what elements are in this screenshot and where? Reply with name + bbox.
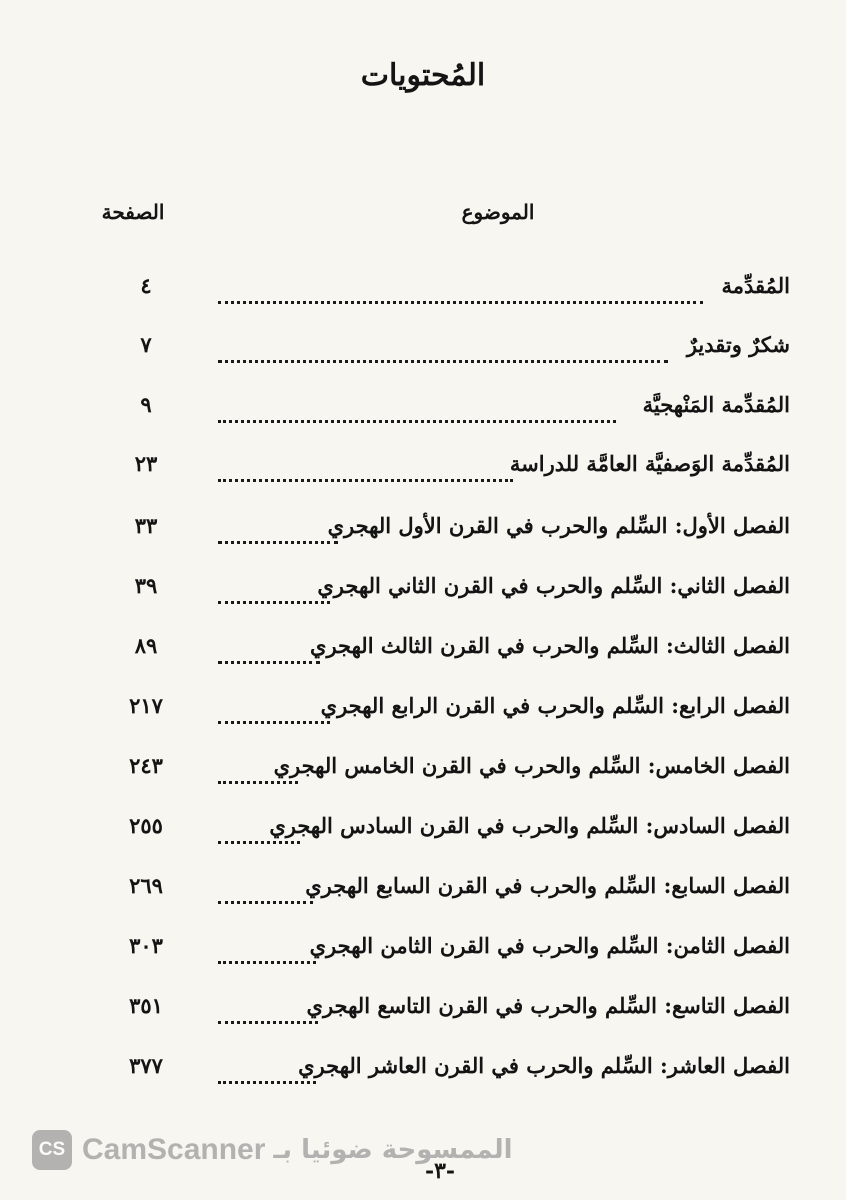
toc-entry-label: الفصل الأول: السِّلم والحرب في القرن الأول الهجري (327, 513, 790, 538)
dot-leader (218, 721, 330, 724)
toc-entry-page: ٣٩ (134, 573, 158, 598)
toc-entry (130, 686, 790, 730)
toc-entry-label: الفصل العاشر: السِّلم والحرب في القرن العاشر الهجري (298, 1053, 790, 1078)
toc-entry (130, 626, 790, 670)
dot-leader (218, 901, 313, 904)
toc-entry-page: ٢٣ (134, 451, 158, 476)
dot-leader (218, 420, 616, 423)
toc-entry-page: ٢٦٩ (129, 873, 163, 898)
toc-entry-label: الفصل السادس: السِّلم والحرب في القرن السادس الهجري (269, 813, 790, 838)
dot-leader (218, 360, 668, 363)
toc-entry-page: ٣٧٧ (129, 1053, 163, 1078)
page-column-header: الصفحة (101, 200, 165, 224)
toc-entry-label: الفصل السابع: السِّلم والحرب في القرن السابع الهجري (305, 873, 790, 898)
toc-entry-page: ٩ (140, 392, 152, 417)
toc-entry (130, 926, 790, 970)
toc-entry-label: الفصل الثاني: السِّلم والحرب في القرن الثاني الهجري (317, 573, 790, 598)
toc-entry-label: الفصل الرابع: السِّلم والحرب في القرن الرابع الهجري (320, 693, 790, 718)
toc-entry (130, 385, 790, 429)
dot-leader (218, 479, 513, 482)
toc-entry-label: الفصل التاسع: السِّلم والحرب في القرن التاسع الهجري (306, 993, 790, 1018)
toc-entry (130, 325, 790, 369)
dot-leader (218, 1021, 318, 1024)
dot-leader (218, 301, 703, 304)
toc-entry-label: الفصل الثالث: السِّلم والحرب في القرن الثالث الهجري (310, 633, 790, 658)
camscanner-logo-icon: CS (32, 1130, 72, 1170)
toc-entry-label: المُقدِّمة الوَصفيَّة العامَّة للدراسة (509, 451, 790, 476)
toc-entry (130, 444, 790, 488)
toc-entry-page: ٣٣ (134, 513, 158, 538)
toc-entry (130, 566, 790, 610)
toc-entry-page: ٢٥٥ (129, 813, 163, 838)
toc-entry (130, 866, 790, 910)
topic-column-header: الموضوع (461, 200, 535, 224)
camscanner-arabic-text: الممسوحة ضوئيا بـ (273, 1135, 513, 1165)
toc-entry-label: الفصل الخامس: السِّلم والحرب في القرن الخامس الهجري (273, 753, 790, 778)
camscanner-brand: CamScanner (82, 1133, 266, 1166)
toc-entry (130, 266, 790, 310)
dot-leader (218, 841, 300, 844)
toc-entry-page: ٧ (140, 332, 152, 357)
toc-entry-page: ٨٩ (134, 633, 158, 658)
dot-leader (218, 1081, 316, 1084)
toc-entry (130, 746, 790, 790)
toc-entry (130, 1046, 790, 1090)
toc-entry (130, 506, 790, 550)
toc-entry (130, 806, 790, 850)
toc-entry-page: ٣٠٣ (129, 933, 163, 958)
page-number: -٣- (424, 1158, 456, 1184)
page-title: المُحتويات (360, 58, 486, 93)
toc-entry (130, 986, 790, 1030)
toc-entry-page: ٢١٧ (129, 693, 163, 718)
dot-leader (218, 661, 320, 664)
toc-entry-label: شكرٌ وتقديرٌ (686, 332, 790, 357)
dot-leader (218, 541, 338, 544)
dot-leader (218, 601, 330, 604)
toc-entry-label: المُقدِّمة المَنْهجيَّة (642, 392, 790, 417)
toc-entry-page: ٢٤٣ (129, 753, 163, 778)
toc-entry-label: المُقدِّمة (721, 273, 790, 298)
toc-entry-page: ٣٥١ (129, 993, 163, 1018)
dot-leader (218, 961, 316, 964)
dot-leader (218, 781, 298, 784)
toc-entry-page: ٤ (140, 273, 152, 298)
toc-entry-label: الفصل الثامن: السِّلم والحرب في القرن الثامن الهجري (309, 933, 790, 958)
